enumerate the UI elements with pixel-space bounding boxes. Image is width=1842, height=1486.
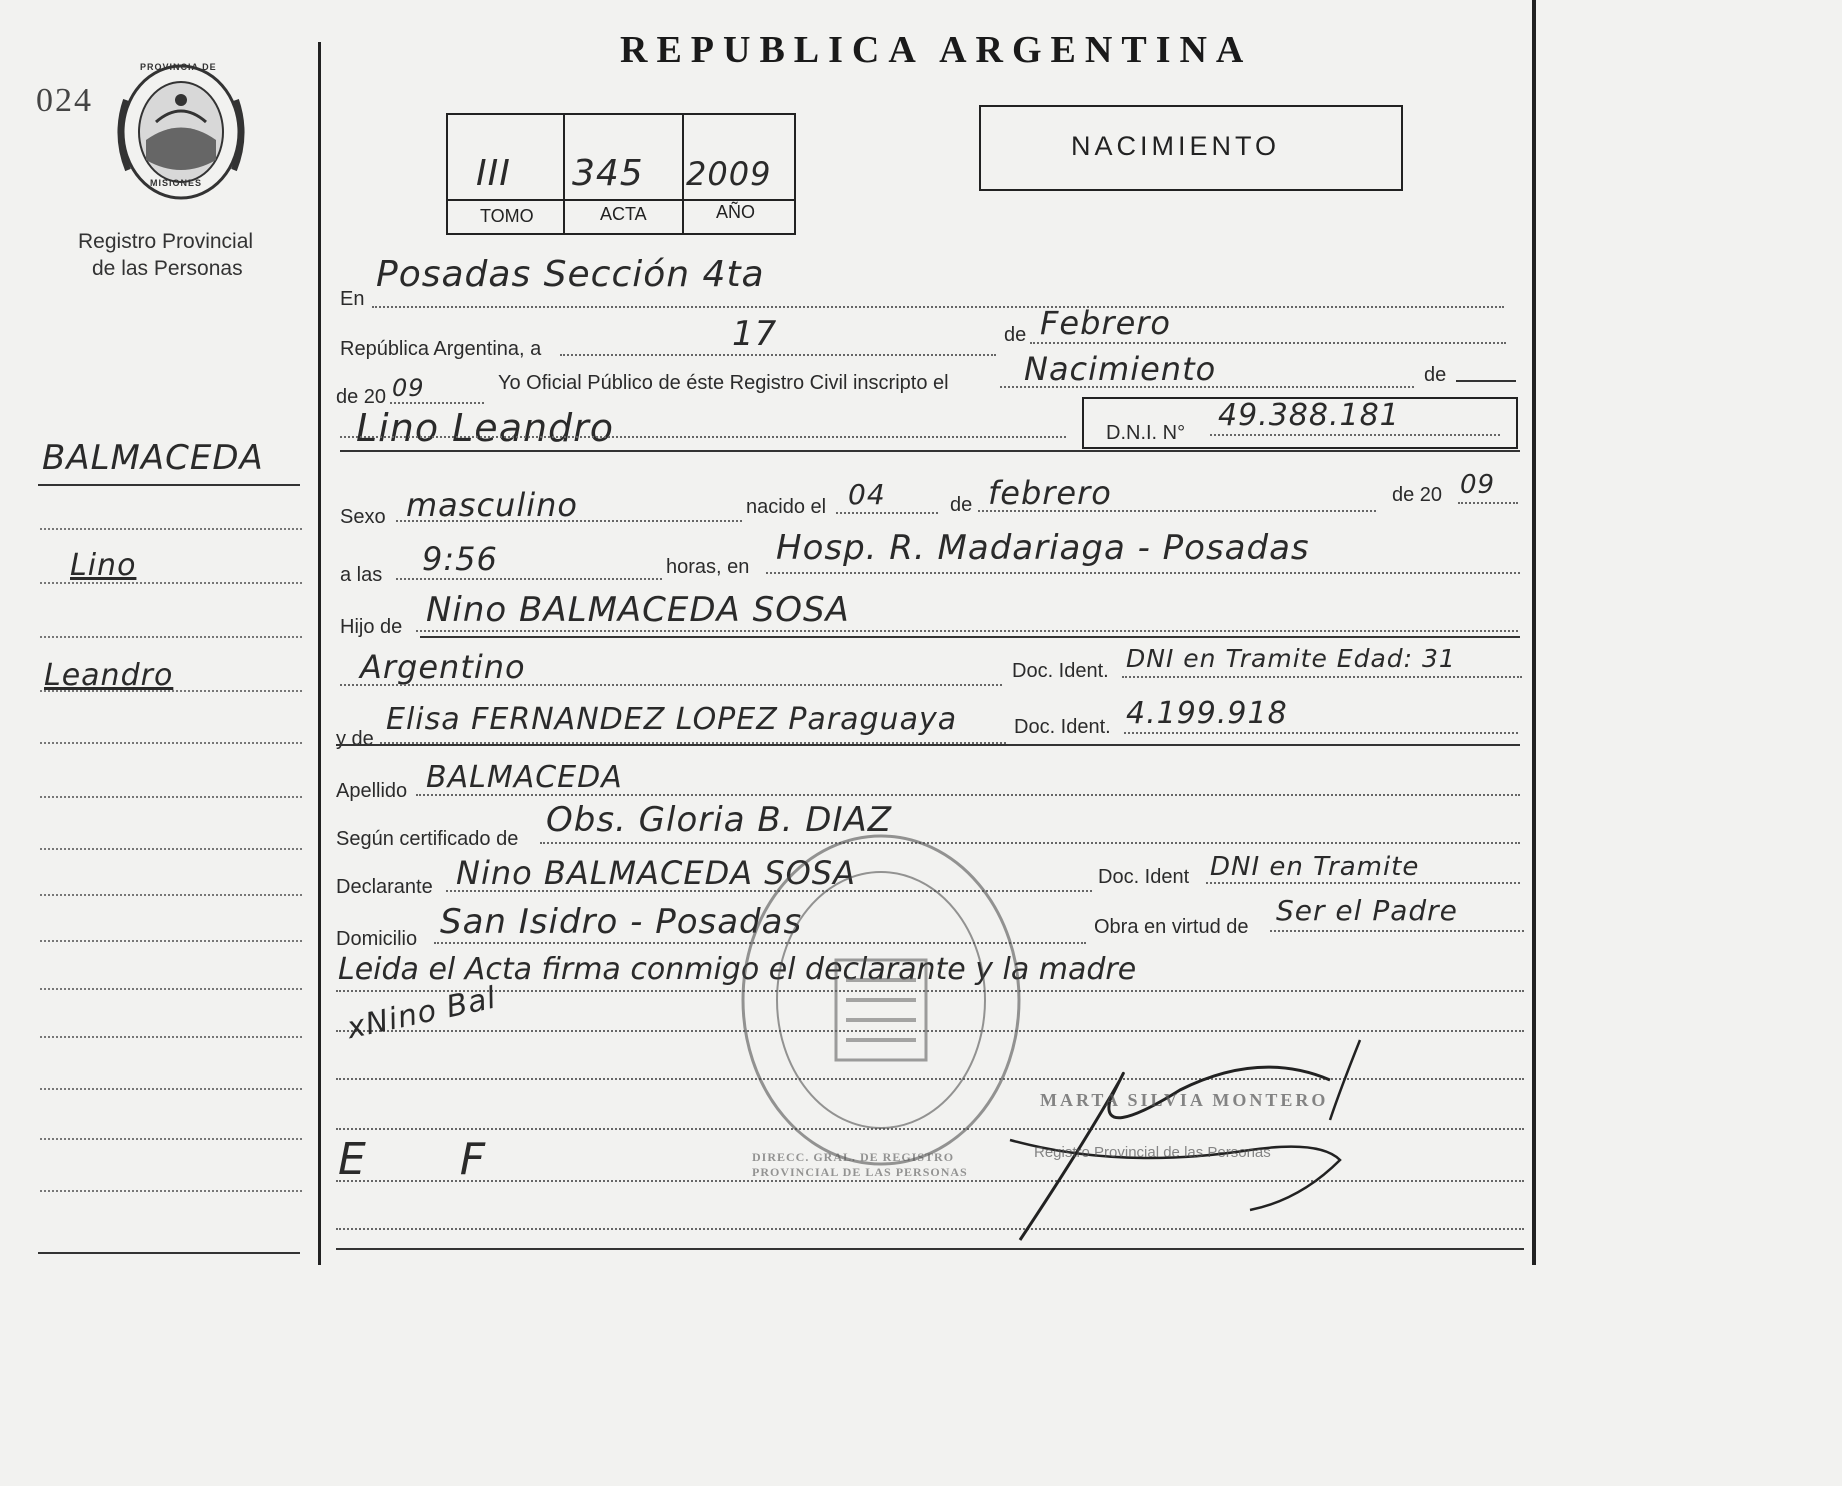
- record-box-divider-v2: [682, 115, 684, 233]
- a-las-label: a las: [340, 564, 383, 586]
- de-label-3: de: [950, 494, 973, 516]
- country-title: REPUBLICA ARGENTINA: [620, 29, 1253, 71]
- year-prefix-label: de 20: [336, 386, 387, 408]
- obra-value: Ser el Padre: [1276, 894, 1458, 927]
- sexo-value: masculino: [406, 486, 578, 524]
- de-line-2: [1456, 380, 1516, 382]
- margin-surname-line: [38, 484, 300, 486]
- birth-month-value: febrero: [988, 474, 1112, 512]
- certificado-line: [540, 842, 1520, 844]
- margin-name2: Leandro: [44, 658, 174, 693]
- father-doc-line: [1122, 676, 1522, 678]
- record-box-divider-v1: [563, 115, 565, 233]
- ef-mark: E F: [338, 1134, 526, 1185]
- act-type-box: [979, 105, 1403, 191]
- margin-dotted-line: [40, 690, 302, 692]
- margin-dotted-line: [40, 1036, 302, 1038]
- birth-year-line: [1458, 502, 1518, 504]
- de-label: de: [1004, 324, 1027, 346]
- doc-ident-label-2: Doc. Ident.: [1014, 716, 1111, 738]
- time-line: [396, 578, 662, 580]
- registry-name-line1: Registro Provincial: [78, 230, 254, 253]
- margin-dotted-line: [40, 894, 302, 896]
- dni-value: 49.388.181: [1218, 398, 1400, 433]
- segun-label: Según certificado de: [336, 828, 519, 850]
- birth-day-value: 04: [848, 478, 886, 511]
- serial-number: 024: [36, 82, 93, 119]
- registry-name-line2: de las Personas: [92, 257, 243, 280]
- birth-place-line: [766, 572, 1520, 574]
- domicilio-label: Domicilio: [336, 928, 418, 950]
- mother-doc-line: [1124, 732, 1518, 734]
- nationality-line: [340, 684, 1002, 686]
- margin-bottom-line: [38, 1252, 300, 1254]
- full-name-rule: [340, 450, 1520, 452]
- en-line: [372, 306, 1504, 308]
- de-label-2: de: [1424, 364, 1447, 386]
- day-line: [560, 354, 996, 356]
- act-type-label: NACIMIENTO: [1071, 131, 1281, 161]
- right-border-rule: [1532, 0, 1536, 1265]
- doc-ident-label: Doc. Ident.: [1012, 660, 1109, 682]
- doc-ident-label-3: Doc. Ident: [1098, 866, 1190, 888]
- record-box: [446, 113, 796, 235]
- domicilio-value: San Isidro - Posadas: [440, 902, 803, 942]
- officer-name: MARTA SILVIA MONTERO: [1040, 1090, 1329, 1110]
- father-nationality-value: Argentino: [360, 648, 526, 686]
- margin-dotted-line: [40, 1138, 302, 1140]
- record-box-divider-h: [448, 199, 794, 201]
- margin-dotted-line: [40, 582, 302, 584]
- time-value: 9:56: [422, 540, 498, 578]
- margin-dotted-line: [40, 848, 302, 850]
- officer-subtitle: Registro Provincial de las Personas: [1034, 1144, 1271, 1161]
- margin-surname: BALMACEDA: [42, 438, 264, 478]
- margin-dotted-line: [40, 796, 302, 798]
- margin-dotted-line: [40, 988, 302, 990]
- acta-label: ACTA: [600, 204, 647, 224]
- en-label: En: [340, 288, 365, 310]
- full-name-line: [340, 436, 1066, 438]
- officer-signature: [1000, 1030, 1380, 1250]
- declarante-doc-value: DNI en Tramite: [1210, 852, 1420, 882]
- birth-place-value: Hosp. R. Madariaga - Posadas: [776, 528, 1310, 568]
- seal-ring-bottom-text: MISIONES: [150, 178, 203, 188]
- margin-dotted-line: [40, 1088, 302, 1090]
- declarante-label: Declarante: [336, 876, 433, 898]
- official-text: Yo Oficial Público de éste Registro Civil inscripto el: [498, 372, 949, 394]
- obra-label: Obra en virtud de: [1094, 916, 1249, 938]
- declarante-value: Nino BALMACEDA SOSA: [456, 854, 856, 892]
- tomo-label: TOMO: [480, 206, 534, 226]
- official-stamp: [736, 830, 1026, 1170]
- mother-doc-value: 4.199.918: [1126, 696, 1288, 731]
- certificado-value: Obs. Gloria B. DIAZ: [546, 800, 893, 840]
- father-value: Nino BALMACEDA SOSA: [426, 590, 850, 630]
- mother-rule: [336, 744, 1520, 746]
- full-name-value: Lino Leandro: [356, 406, 615, 450]
- declarante-doc-line: [1206, 882, 1520, 884]
- anio-label: AÑO: [716, 202, 756, 222]
- horas-label: horas, en: [666, 556, 750, 578]
- year-line: [390, 402, 484, 404]
- birth-year-prefix: de 20: [1392, 484, 1443, 506]
- apellido-label: Apellido: [336, 780, 408, 802]
- margin-name1: Lino: [70, 548, 137, 583]
- month-value: Febrero: [1040, 304, 1171, 342]
- margin-dotted-line: [40, 528, 302, 530]
- margin-dotted-line: [40, 940, 302, 942]
- month-line: [1030, 342, 1506, 344]
- y-de-label: y de: [336, 728, 374, 750]
- acta-value: 345: [572, 153, 644, 194]
- anio-value: 2009: [686, 155, 772, 193]
- event-value: Nacimiento: [1024, 350, 1217, 388]
- father-rule: [420, 636, 1520, 638]
- declarant-signature: xNino Bal: [344, 980, 500, 1047]
- apellido-value: BALMACEDA: [426, 760, 623, 795]
- left-margin-rule: [318, 42, 321, 1265]
- father-line: [416, 630, 1518, 632]
- year-suffix-value: 09: [392, 374, 425, 402]
- birth-year-suffix: 09: [1460, 470, 1496, 500]
- margin-dotted-line: [40, 1190, 302, 1192]
- margin-dotted-line: [40, 636, 302, 638]
- sexo-label: Sexo: [340, 506, 386, 528]
- closing-statement: Leida el Acta firma conmigo el declarante y la madre: [338, 952, 1137, 987]
- tomo-value: III: [476, 153, 511, 194]
- place-value: Posadas Sección 4ta: [376, 254, 765, 295]
- dni-line: [1210, 434, 1500, 436]
- hijo-label: Hijo de: [340, 616, 403, 638]
- republica-label: República Argentina, a: [340, 338, 542, 360]
- nacido-label: nacido el: [746, 496, 827, 518]
- stamp-ring-text: DIRECC. GRAL. DE REGISTRO PROVINCIAL DE LAS PERSONAS: [752, 1150, 968, 1179]
- seal-ring-top-text: PROVINCIA DE: [140, 62, 217, 72]
- day-value: 17: [732, 314, 778, 354]
- father-doc-value: DNI en Tramite Edad: 31: [1126, 644, 1456, 673]
- margin-dotted-line: [40, 742, 302, 744]
- dni-label: D.N.I. N°: [1106, 422, 1186, 444]
- mother-value: Elisa FERNANDEZ LOPEZ Paraguaya: [386, 702, 958, 737]
- obra-line: [1270, 930, 1524, 932]
- birth-day-line: [836, 512, 938, 514]
